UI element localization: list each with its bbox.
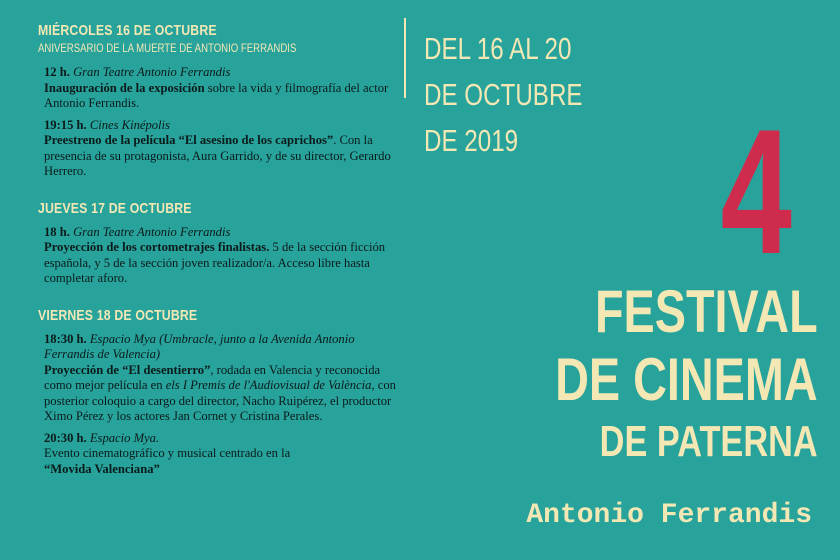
program-column	[38, 22, 408, 477]
divider-line	[404, 18, 406, 98]
day-heading: VIERNES 18 DE OCTUBRE	[38, 306, 198, 324]
day-heading: JUEVES 17 DE OCTUBRE	[38, 199, 192, 217]
program-event: 19:15 h. Cines Kinépolis Preestreno de la película “El asesino de los caprichos”. Con la presencia de su protagonista, Aura Garrido, y de su director, Gerardo Herrero.	[44, 117, 391, 178]
program-event: 18:30 h. Espacio Mya (Umbracle, junto a la Avenida Antonio Ferrandis de Valencia) Proyección de “El desentierro”, rodada en Valencia y reconocida como mejor película en els I Premis de l'Audiovisual de València, con posterior coloquio a cargo del director, Nacho Ruipérez, el productor Ximo Pérez y los actores Jan Cornet y Cristina Perales.	[44, 331, 396, 423]
day-subtitle: ANIVERSARIO DE LA MUERTE DE ANTONIO FERRANDIS	[38, 41, 297, 55]
edition-number: 4	[720, 92, 792, 291]
festival-title: FESTIVAL DE CINEMA DE PATERNA	[555, 278, 818, 466]
program-event: 12 h. Gran Teatre Antonio Ferrandis Inauguración de la exposición sobre la vida y filmografía del actor Antonio Ferrandis.	[44, 65, 389, 110]
day-heading: MIÉRCOLES 16 DE OCTUBRE	[38, 22, 217, 39]
program-event: 20:30 h. Espacio Mya. Evento cinematográfico y musical centrado en la “Movida Valenciana”	[44, 430, 291, 476]
program-event: 18 h. Gran Teatre Antonio Ferrandis Proyección de los cortometrajes finalistas. 5 de la sección ficción española, y 5 de la sección joven realizador/a. Acceso libre hasta completar aforo.	[44, 224, 386, 285]
festival-dates: DEL 16 AL 20 DE OCTUBRE DE 2019	[424, 31, 583, 158]
honoree-name: Antonio Ferrandis	[526, 500, 812, 531]
